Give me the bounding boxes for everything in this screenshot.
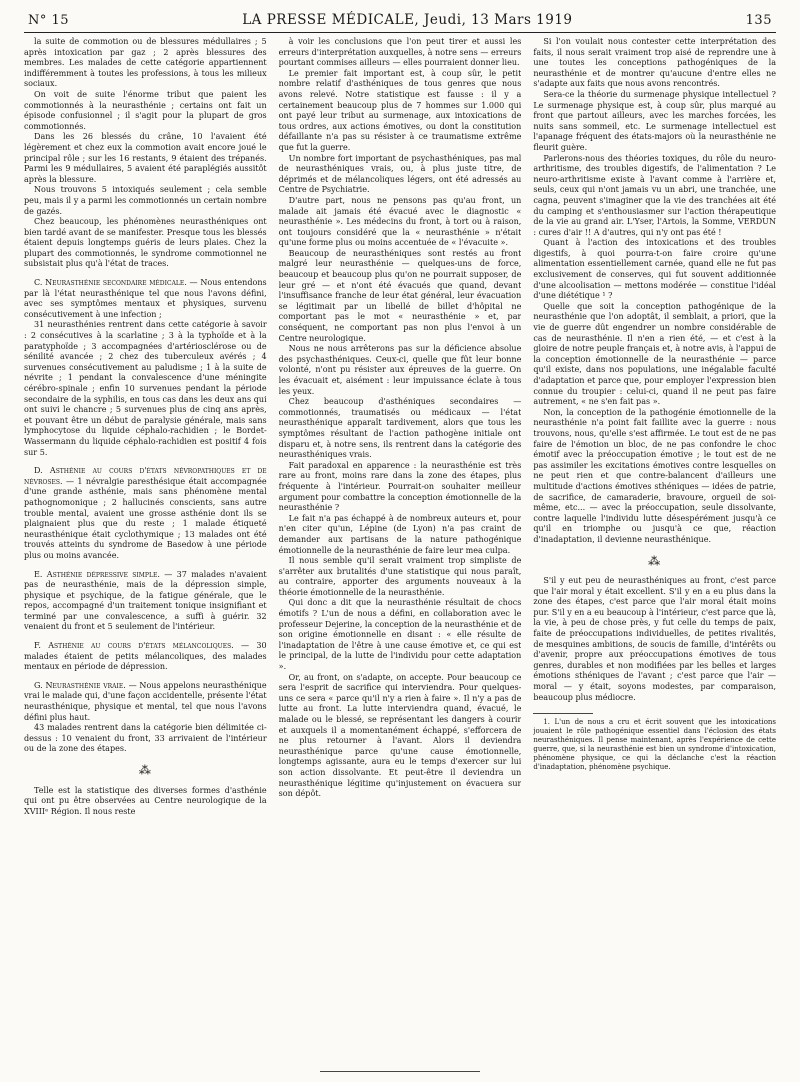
footnote-divider bbox=[533, 713, 593, 714]
paragraph: la suite de commotion ou de blessures médullaires ; 5 après intoxication par gaz ; 2 après blessures des membres. Les malades de cette catégorie appartiennent indifféremment à toutes les professions, à tous les milieux sociaux. bbox=[24, 37, 267, 89]
journal-title: LA PRESSE MÉDICALE, Jeudi, 13 Mars 1919 bbox=[242, 12, 573, 28]
page-end-rule bbox=[320, 1071, 480, 1072]
section-heading: F. Asthénie au cours d'états mélancoliques. bbox=[34, 641, 234, 651]
paragraph: Nous ne nous arrêterons pas sur la déficience absolue des psychasthéniques. Ceux-ci, quelle que fût leur bonne volonté, n'ont pu résister aux épreuves de la guerre. On les évacuait et, aisément : leur impuissance éclate à tous les yeux. bbox=[278, 344, 522, 396]
section-heading: E. Asthénie dépressive simple. bbox=[34, 569, 160, 579]
paragraph: Un nombre fort important de psychasthéniques, pas mal de neurasthéniques vrais, ou, à plus juste titre, de déprimés et de mélancoliques légers, ont été adressés au Centre de Psychiatrie. bbox=[278, 153, 522, 195]
section-d bbox=[24, 466, 267, 561]
page-number: 135 bbox=[745, 13, 772, 28]
section-g bbox=[24, 681, 267, 723]
article-columns bbox=[24, 37, 776, 1067]
page-header bbox=[24, 10, 776, 33]
paragraph: Quelle que soit la conception pathogénique de la neurasthénie que l'on adoptât, il semblait, a priori, que la vie de guerre dût engendrer un nombre considérable de cas de neurasthénie. Il n'en a rien été, — et c'est à la gloire de notre peuple français et, à notre avis, à l'appui de la conception émotionnelle de la neurasthénie — parce qu'il existe, dans nos populations, une inégalable faculté d'adaptation et parce que, pour employer l'expression bien connue du troupier : celui-ci, quand il ne peut pas faire autrement, « ne s'en fait pas ». bbox=[533, 301, 777, 407]
column-1 bbox=[24, 37, 267, 1067]
paragraph: 31 neurasthénies rentrent dans cette catégorie à savoir : 2 consécutives à la scarlatine ; 3 à la typhoïde et à la paratyphoïde ; 3 accompagnées d'artériosclérose ou de sénilité avancée ; 2 chez des tuberculeux avérés ; 4 survenues consécutivement au paludisme ; 1 à la suite de névrite ; 1 pendant la convalescence d'une méningite cérébro-spinale ; enfin 10 survenues pendant la période secondaire de la syphilis, en tous cas dans les deux ans qui ont suivi le chancre ; 5 survenues plus de cinq ans après, et pouvant être un début de paralysie générale, mais sans lymphocytose du liquide céphalo-rachidien ; le Bordet-Wassermann du liquide céphalo-rachidien est positif 4 fois sur 5. bbox=[24, 320, 267, 457]
section-text: — 1 névralgie paresthésique était accompagnée d'une grande asthénie, mais sans phénomène mental pathognomonique ; 2 hallucinés conscients, sans autre trouble mental, avaient une grosse asthénie dont ils se plaignaient plus que du reste ; 1 malade étiqueté neurasthénique était cyclothymique ; 13 malades ont été trouvés atteints du syndrome de Basedow à une période plus ou moins avancée. bbox=[24, 476, 267, 560]
column-3 bbox=[533, 37, 776, 1067]
paragraph: Qui donc a dit que la neurasthénie résultait de chocs émotifs ? L'un de nous a défini, en collaboration avec le professeur Dejerine, la conception de la neurasthénie et de son origine émotionnelle en disant : « elle résulte de l'inadaptation de l'être à une cause émotive et, ce qui est le principal, de la lutte de l'individu pour cette adaptation ». bbox=[278, 598, 522, 672]
paragraph: On voit de suite l'énorme tribut que paient les commotionnés à la neurasthénie ; certains ont fait un épisode confusionnel ; il s'agit pour la plupart de gros commotionnés. bbox=[24, 89, 267, 131]
paragraph: Quant à l'action des intoxications et des troubles digestifs, à quoi pourra-t-on faire croire qu'une alimentation essentiellement carnée, quand elle ne fut pas exclusivement de conserves, qui fut souvent additionnée d'une alcoolisation — mettons modérée — constitue l'idéal d'une diététique ¹ ? bbox=[533, 238, 777, 301]
paragraph: Il nous semble qu'il serait vraiment trop simpliste de s'arrêter aux brutalités d'une statistique qui nous paraît, au contraire, apporter des arguments nouveaux à la théorie émotionnelle de la neurasthénie. bbox=[278, 556, 522, 597]
section-text: — Nous entendons par là l'état neurasthénique tel que nous l'avons défini, avec ses symptômes mentaux et physiques, survenu consécutivement à une infection ; bbox=[24, 278, 267, 319]
paragraph: Or, au front, on s'adapte, on accepte. Pour beaucoup ce sera l'esprit de sacrifice qui interviendra. Pour quelques-uns ce sera « parce qu'il n'y a rien à faire ». Il n'y a pas de lutte au front. La lutte interviendra quand, évacué, le malade ou le blessé, se représentant les dangers à courir et auxquels il a momentanément échappé, s'efforcera de ne plus retourner à l'avant. Alors il deviendra neurasthénique parce qu'une cause émotionnelle, longtemps agissante, aura eu le temps d'exercer sur lui son action dissolvante. Et peut-être il deviendra un neurasthénique légitime qu'injustement on évacuera sur son dépôt. bbox=[278, 672, 522, 799]
paragraph: Le fait n'a pas échappé à de nombreux auteurs et, pour n'en citer qu'un, Lépine (de Lyon) n'a pas craint de demander aux partisans de la nature pathogénique émotionnelle de la neurasthénie de faire leur mea culpa. bbox=[278, 513, 522, 555]
section-separator: ⁂ bbox=[648, 553, 662, 568]
paragraph: Beaucoup de neurasthéniques sont restés au front malgré leur neurasthénie — quelques-uns de force, beaucoup et beaucoup plus qu'on ne pourrait supposer, de leur gré — et n'ont été évacués que quand, devant l'insuffisance franche de leur état général, leur évacuation se légitimait par un libellé de billet d'hôpital ne comportant pas le mot « neurasthénie » et, par conséquent, ne comportant pas non plus l'envoi à un Centre neurologique. bbox=[278, 248, 522, 343]
section-text: — Nous appelons neurasthénique vrai le malade qui, d'une façon accidentelle, présente l'état neurasthénique, physique et mental, tel que nous l'avons défini plus haut. bbox=[24, 680, 267, 722]
section-heading: D. Asthénie au cours d'états névropathiques et de névroses. bbox=[24, 466, 267, 486]
issue-number: N° 15 bbox=[28, 13, 70, 28]
section-heading: C. Neurasthénie secondaire médicale. bbox=[34, 278, 187, 288]
section-c bbox=[24, 278, 267, 320]
footnote: 1. L'un de nous a cru et écrit souvent que les intoxications jouaient le rôle pathogénique essentiel dans l'éclosion des états neurasthéniques. Il pense maintenant, après l'expérience de cette guerre, que, si la neurasthénie est bien un syndrome d'intoxication, phénomène physique, ce qui la déclanche c'est la réaction d'inadaptation, phénomène psychique. bbox=[533, 718, 777, 772]
paragraph: Chez beaucoup, les phénomènes neurasthéniques ont bien tardé avant de se manifester. Presque tous les blessés étaient depuis longtemps guéris de leurs plaies. Chez la plupart des commotionnés, le syndrome commotionnel ne subsistait plus qu'à l'état de traces. bbox=[24, 217, 267, 269]
paragraph: Dans les 26 blessés du crâne, 10 l'avaient été légèrement et chez eux la commotion avait encore joué le principal rôle ; sur les 16 restants, 9 étaient des trépanés. Parmi les 9 médullaires, 5 avaient été paraplégiés aussitôt après la blessure. bbox=[24, 132, 267, 184]
paragraph: Le premier fait important est, à coup sûr, le petit nombre relatif d'asthéniques de tous genres que nous avons relevé. Notre statistique est fausse : il y a certainement beaucoup plus de 7 hommes sur 1.000 qui ont payé leur tribut au surmenage, aux intoxications de tous ordres, aux actions émotives, ou dont la constitution défaillante n'a pas su résister à ce traumatisme extrême que fut la guerre. bbox=[278, 68, 522, 152]
section-text: — 37 malades n'avaient pas de neurasthénie, mais de la dépression simple, physique et psychique, de la fatigue générale, que le repos, accompagné d'un traitement tonique insignifiant et terminé par une convalescence, a suffi à guérir. 32 venaient du front et 5 seulement de l'intérieur. bbox=[24, 569, 267, 632]
paragraph: Parlerons-nous des théories toxiques, du rôle du neuro-arthritisme, des troubles digestifs, de l'alimentation ? Le neuro-arthritisme existe à l'avant comme à l'arrière et, seuls, ceux qui n'ont jamais vu un abri, une tranchée, une cagna, peuvent s'imaginer que la vie des tranchées ait été du camping et s'enthousiasmer sur l'action thérapeutique de la vie au grand air. L'Yser, l'Artois, la Somme, VERDUN : cures d'air !! A d'autres, qui n'y ont pas été ! bbox=[533, 153, 777, 237]
paragraph: S'il y eut peu de neurasthéniques au front, c'est parce que l'air moral y était excellent. S'il y en a eu plus dans la zone des étapes, c'est parce que l'air moral était moins pur. S'il y en a eu beaucoup à l'intérieur, c'est parce que là, la vie, à peu de chose près, y fut celle du temps de paix, faite de préoccupations individuelles, de petites rivalités, de mesquines ambitions, de soucis de famille, d'intérêts ou d'avenir, propre aux préoccupations émotives de tous genres, durables et non modifiées par les belles et larges émotions sthéniques de l'avant ; c'est parce que l'air — moral — y était, soyons modestes, par comparaison, beaucoup plus médiocre. bbox=[533, 576, 777, 702]
paragraph: Sera-ce la théorie du surmenage physique intellectuel ? Le surmenage physique est, à coup sûr, plus marqué au front que partout ailleurs, avec les marches forcées, les nuits sans sommeil, etc. Le surmenage intellectuel est l'apanage fréquent des états-majors où la neurasthénie ne fleurit guère. bbox=[533, 89, 777, 152]
paragraph: Chez beaucoup d'asthéniques secondaires — commotionnés, traumatisés ou médicaux — l'état neurasthénique apparaît tardivement, alors que tous les symptômes résultant de l'action pathogène initiale ont disparu et, à notre sens, ils rentrent dans la catégorie des neurasthéniques vrais. bbox=[278, 397, 522, 460]
paragraph: Nous trouvons 5 intoxiqués seulement ; cela semble peu, mais il y a parmi les commotionnés un certain nombre de gazés. bbox=[24, 185, 267, 216]
section-e bbox=[24, 570, 267, 634]
paragraph: Non, la conception de la pathogénie émotionnelle de la neurasthénie n'a point fait faillite avec la guerre : nous trouvons, nous, qu'elle s'est affirmée. Le tout est de ne pas faire de l'émotion un bloc, de ne pas confondre le choc émotif avec la préoccupation émotive ; le tout est de ne pas assimiler les excitations émotives contre lesquelles on ne peut rien et que contre-balancent d'ailleurs une multitude d'actions émotives sthéniques — idées de patrie, de sacrifice, de camaraderie, bravoure, orgueil de soi-même, etc... — avec la préoccupation, seule dissolvante, contre laquelle l'individu lutte désespérément jusqu'à ce qu'il en triomphe ou jusqu'à ce que, réaction d'inadaptation, il devienne neurasthénique. bbox=[533, 407, 777, 544]
paragraph: à voir les conclusions que l'on peut tirer et aussi les erreurs d'interprétation auxquelles, à notre sens — erreurs pourtant commises ailleurs — elles pourraient donner lieu. bbox=[278, 37, 522, 68]
paragraph: Si l'on voulait nous contester cette interprétation des faits, il nous serait vraiment trop aisé de reprendre une à une toutes les conceptions pathogéniques de la neurasthénie et de montrer qu'aucune d'entre elles ne s'adapte aux faits que nous avons rencontrés. bbox=[533, 37, 777, 89]
section-separator: ⁂ bbox=[138, 763, 152, 777]
paragraph: Fait paradoxal en apparence : la neurasthénie est très rare au front, moins rare dans la zone des étapes, plus fréquente à l'intérieur. Pourrait-on souhaiter meilleur argument pour combattre la conception émotionnelle de la neurasthénie ? bbox=[278, 460, 522, 513]
paragraph: D'autre part, nous ne pensons pas qu'au front, un malade ait jamais été évacué avec le diagnostic « neurasthénie ». Les médecins du front, à tort ou à raison, ont toujours considéré que la « neurasthénie » n'était qu'une forme plus ou moins accentuée de « l'évacuite ». bbox=[278, 195, 522, 248]
paragraph: Telle est la statistique des diverses formes d'asthénie qui ont pu être observées au Centre neurologique de la XVIIIᵉ Région. Il nous reste bbox=[24, 785, 267, 816]
column-2 bbox=[279, 37, 522, 1067]
section-f bbox=[24, 641, 267, 673]
section-heading: G. Neurasthénie vraie. bbox=[34, 680, 126, 690]
paragraph: 43 malades rentrent dans la catégorie bien délimitée ci-dessus : 10 venaient du front, 33 arrivaient de l'intérieur ou de la zone des étapes. bbox=[24, 723, 267, 754]
section-text: — 30 malades étaient de petits mélancoliques, des malades mentaux en période de dépression. bbox=[24, 641, 267, 672]
